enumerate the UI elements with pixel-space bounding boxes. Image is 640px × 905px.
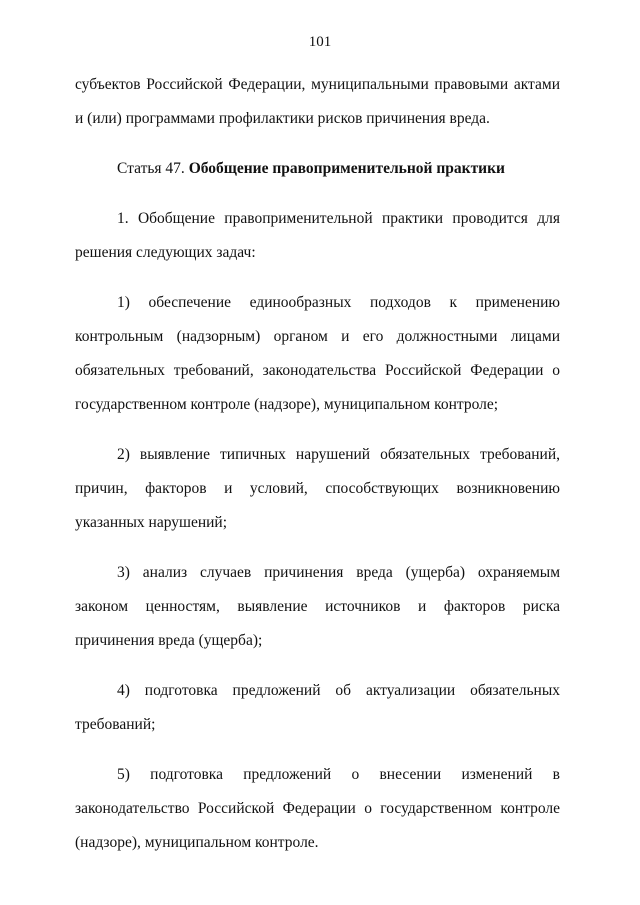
article-title: Обобщение правоприменительной практики [188,160,505,177]
article-heading [75,152,560,186]
list-item-3: 3) анализ случаев причинения вреда (ущерба) охраняемым законом ценностям, выявление источников и факторов риска причинения вреда (ущерба); [75,564,560,649]
list-item-5: 5) подготовка предложений о внесении изменений в законодательство Российской Федерации о государственном контроле (надзоре), муниципальном контроле. [75,766,560,851]
list-item-2: 2) выявление типичных нарушений обязательных требований, причин, факторов и условий, способствующих возникновению указанных нарушений; [75,446,560,531]
paragraph-continuation: субъектов Российской Федерации, муниципальными правовыми актами и (или) программами профилактики рисков причинения вреда. [75,76,560,127]
document-body [75,68,560,860]
list-item-4: 4) подготовка предложений об актуализации обязательных требований; [75,682,560,733]
list-item-1: 1) обеспечение единообразных подходов к применению контрольным (надзорным) органом и его должностными лицами обязательных требований, законодательства Российской Федерации о государственном контроле (надзоре), муниципальном контроле; [75,294,560,413]
article-label: Статья 47. [117,160,185,177]
page-number: 101 [308,34,332,50]
paragraph-item-1: 1. Обобщение правоприменительной практики проводится для решения следующих задач: [75,210,560,261]
